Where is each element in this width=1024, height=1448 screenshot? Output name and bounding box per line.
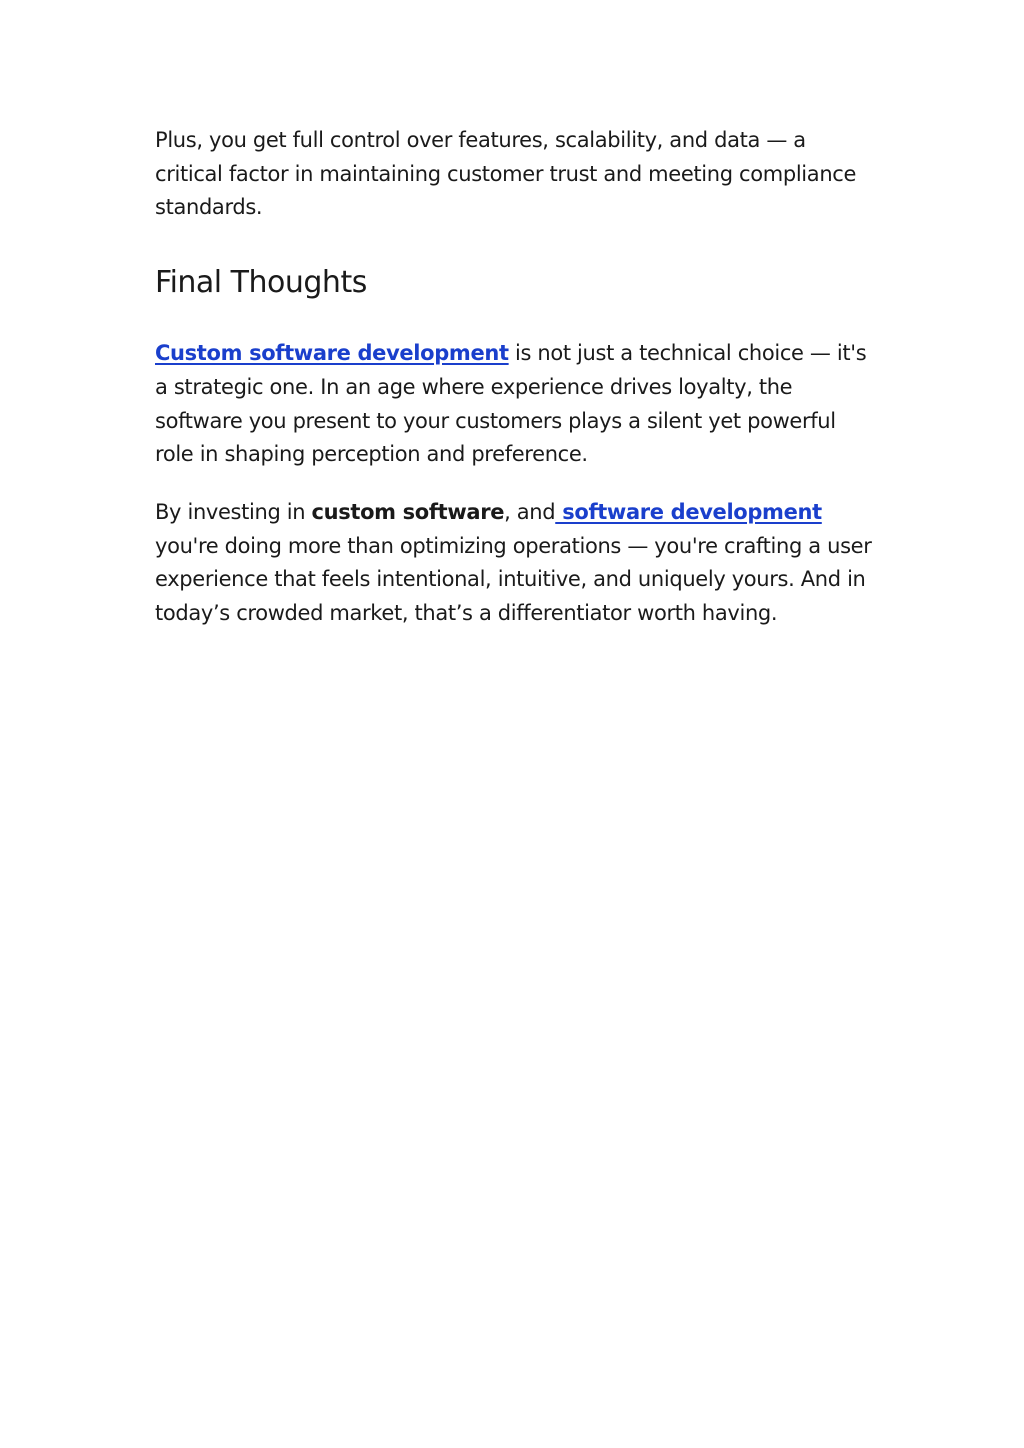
bold-custom-software: custom software xyxy=(311,499,505,524)
paragraph-text: is not just a technical choice — it's a strategic one. In an age where experience drives loyalty, the software you present to your customers plays a silent yet powerful role in shaping perception and preference. xyxy=(155,341,867,467)
paragraph-custom-software xyxy=(155,337,875,472)
paragraph-investing xyxy=(155,496,875,631)
paragraph-lead-text: By investing in xyxy=(155,499,312,524)
paragraph-rest-text: you're doing more than optimizing operations — you're crafting a user experience that feels intentional, intuitive, and uniquely yours. And in today’s crowded market, that’s a differentiator worth having. xyxy=(155,533,872,626)
custom-software-development-link[interactable]: Custom software development xyxy=(155,341,509,366)
paragraph-mid-text: , and xyxy=(504,499,556,524)
section-heading: Final Thoughts xyxy=(155,265,367,301)
intro-paragraph: Plus, you get full control over features, scalability, and data — a critical factor in maintaining customer trust and meeting compliance standards. xyxy=(155,128,857,220)
document-body xyxy=(155,124,875,631)
software-development-link[interactable]: software development xyxy=(555,499,822,524)
